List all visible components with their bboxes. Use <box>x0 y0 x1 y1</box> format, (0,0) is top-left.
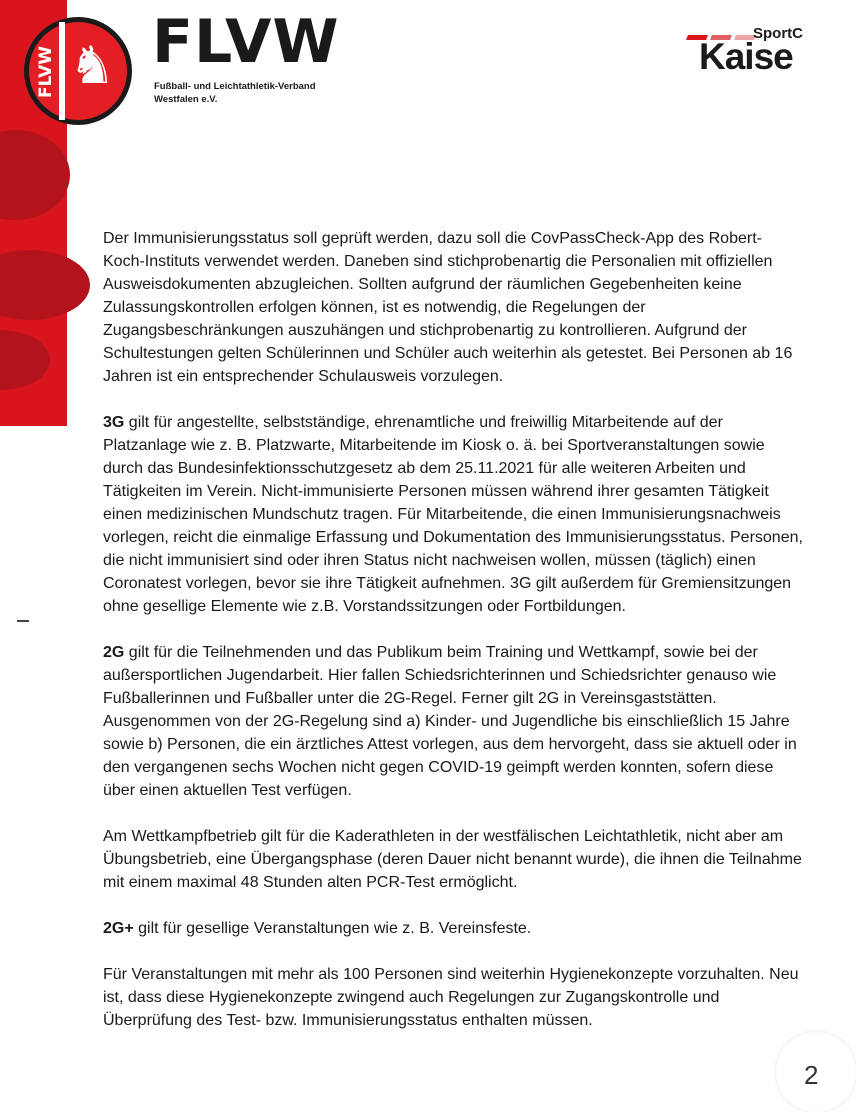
band-shade <box>0 330 50 390</box>
paragraph-text: gilt für gesellige Veranstaltungen wie z. B. Vereinsfeste. <box>133 920 532 937</box>
paragraph-2g <box>103 641 803 802</box>
brand-subtitle-line1: Fußball- und Leichtathletik-Verband <box>154 81 316 92</box>
document-body <box>103 227 803 1055</box>
brand-title: FLVW <box>152 7 340 77</box>
flvw-emblem-logo <box>24 17 132 125</box>
sponsor-logo <box>677 24 817 84</box>
paragraph-hygiene <box>103 963 803 1032</box>
paragraph-bold-label: 2G <box>103 644 125 661</box>
paragraph-2g-plus <box>103 917 803 940</box>
paragraph-text: gilt für angestellte, selbstständige, ehrenamtliche und freiwillig Mitarbeitende auf der Platzanlage wie z. B. Platzwarte, Mitarbeitende im Kiosk o. ä. bei Sportveranstaltungen sowie durch das Bundesinfektionsschutzgesetz ab dem 25.11.2021 für alle weiteren Arbeiten und Tätigkeiten im Verein. Nicht-immunisierte Personen müssen während ihrer gesamten Tätigkeit einen medizinischen Mundschutz tragen. Für Mitarbeitende, die einen Immunisierungsnachweis vorlegen, reicht die einmalige Erfassung und Dokumentation des Immunisierungsstatus. Personen, die nicht immunisiert sind oder ihren Status nicht nachweisen wollen, müssen (täglich) einen Coronatest vorlegen, bevor sie ihre Tätigkeit aufnehmen. 3G gilt außerdem für Gremiensitzungen ohne gesellige Elemente wie z.B. Vorstandssitzungen oder Fortbildungen. <box>103 414 803 615</box>
sponsor-small-text: SportC <box>753 25 803 42</box>
emblem-divider <box>59 22 65 120</box>
emblem-inner <box>29 22 127 120</box>
paragraph-text: Am Wettkampfbetrieb gilt für die Kaderathleten in der westfälischen Leichtathletik, nicht aber am Übungsbetrieb, eine Übergangsphase (deren Dauer nicht benannt wurde), die ihnen die Teilnahme mit einem maximal 48 Stunden alten PCR-Test ermöglicht. <box>103 828 802 891</box>
emblem-text: FLVW <box>36 46 56 99</box>
paragraph-bold-label: 3G <box>103 414 125 431</box>
sponsor-large-text: Kaise <box>699 36 793 77</box>
paragraph-verification <box>103 227 803 388</box>
paragraph-text: gilt für die Teilnehmenden und das Publikum beim Training und Wettkampf, sowie bei der außersportlichen Jugendarbeit. Hier fallen Schiedsrichterinnen und Schiedsrichter genauso wie Fußballerinnen und Fußballer unter die 2G-Regel. Ferner gilt 2G in Vereinsgaststätten. Ausgenommen von der 2G-Regelung sind a) Kinder- und Jugendliche bis einschließlich 15 Jahre sowie b) Personen, die ein ärztliches Attest vorlegen, aus dem hervorgeht, dass sie aktuell oder in den vergangenen sechs Wochen nicht gegen COVID-19 geimpft werden konnten, sofern diese über einen aktuellen Test verfügen. <box>103 644 797 799</box>
band-shade <box>0 250 90 320</box>
horse-icon: ♞ <box>69 37 116 95</box>
margin-dash <box>17 620 29 622</box>
paragraph-kaderathleten <box>103 825 803 894</box>
paragraph-text: Für Veranstaltungen mit mehr als 100 Personen sind weiterhin Hygienekonzepte vorzuhalten. Neu ist, dass diese Hygienekonzepte zwingend auch Regelungen zur Zugangskontrolle und Überprüfung des Test- bzw. Immunisierungsstatus enthalten müssen. <box>103 966 799 1029</box>
paragraph-text: Der Immunisierungsstatus soll geprüft werden, dazu soll die CovPassCheck-App des Robert-Koch-Instituts verwendet werden. Daneben sind stichprobenartig die Personalien mit offiziellen Ausweisdokumenten abzugleichen. Sollten aufgrund der räumlichen Gegebenheiten keine Zulassungskontrollen erfolgen können, ist es notwendig, die Regelungen der Zugangsbeschränkungen auszuhängen und stichprobenartig zu kontrollieren. Aufgrund der Schultestungen gelten Schülerinnen und Schüler auch weiterhin als getestet. Bei Personen ab 16 Jahren ist ein entsprechender Schulausweis vorzulegen. <box>103 230 793 385</box>
paragraph-bold-label: 2G+ <box>103 920 134 937</box>
brand-subtitle-line2: Westfalen e.V. <box>154 94 218 105</box>
brand-subtitle <box>154 80 316 106</box>
page-number: 2 <box>804 1060 819 1090</box>
band-shade <box>0 130 70 220</box>
paragraph-3g <box>103 411 803 618</box>
page-number-badge[interactable] <box>776 1032 856 1112</box>
